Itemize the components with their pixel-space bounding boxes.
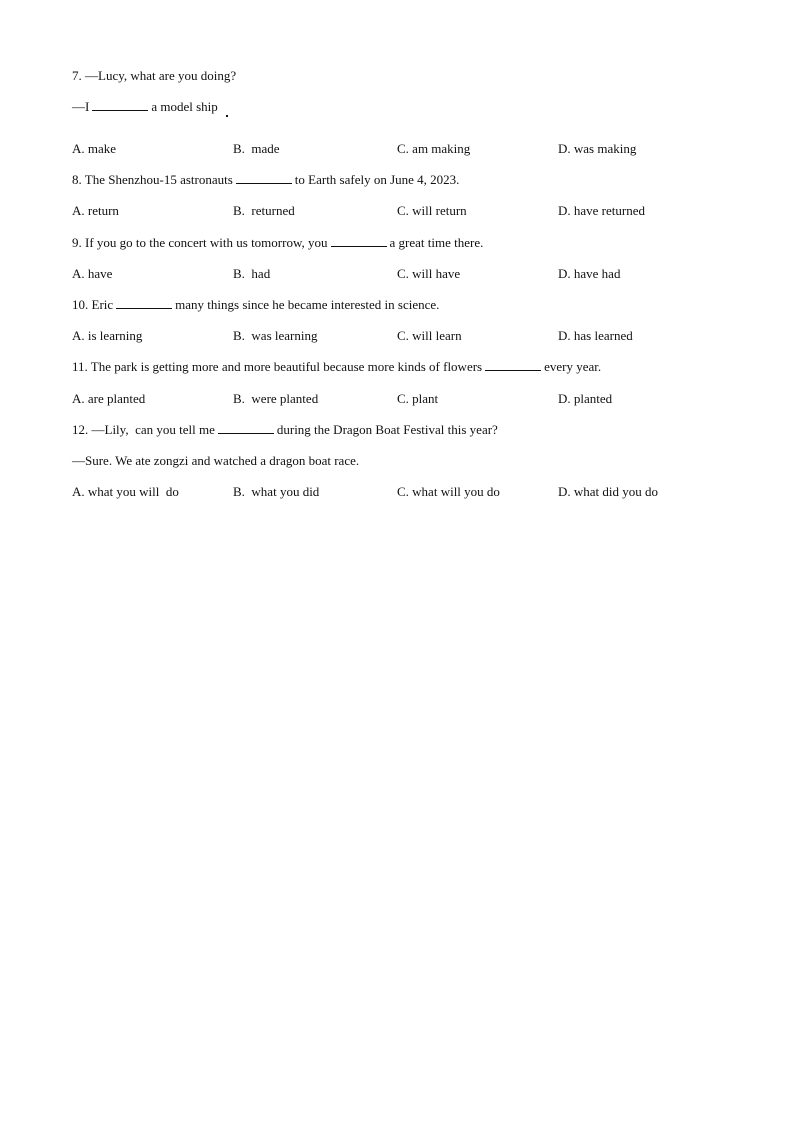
option-c[interactable]: C. will learn	[397, 328, 462, 343]
option-c[interactable]: C. what will you do	[397, 484, 500, 499]
question-12-reply: —Sure. We ate zongzi and watched a dragon boat race.	[72, 453, 360, 468]
option-b[interactable]: B. had	[233, 266, 271, 281]
question-10-options	[72, 328, 752, 344]
option-d[interactable]: D. was making	[558, 141, 637, 156]
option-d[interactable]: D. what did you do	[558, 484, 659, 499]
answer-blank[interactable]	[92, 99, 148, 111]
option-b[interactable]: B. what you did	[233, 484, 320, 499]
option-d[interactable]: D. have had	[558, 266, 621, 281]
option-a[interactable]: A. return	[72, 203, 119, 218]
option-c[interactable]: C. plant	[397, 391, 439, 406]
option-d[interactable]: D. have returned	[558, 203, 645, 218]
question-9-prompt: 9. If you go to the concert with us tomorrow, you a great time there.	[72, 235, 484, 250]
option-d[interactable]: D. planted	[558, 391, 613, 406]
answer-blank[interactable]	[485, 359, 541, 371]
question-7-options	[72, 141, 752, 157]
question-12-options	[72, 484, 752, 500]
answer-blank[interactable]	[331, 235, 387, 247]
question-9-options	[72, 266, 752, 282]
option-a[interactable]: A. what you will do	[72, 484, 179, 499]
option-c[interactable]: C. will have	[397, 266, 461, 281]
option-a[interactable]: A. make	[72, 141, 117, 156]
question-8-prompt: 8. The Shenzhou-15 astronauts to Earth safely on June 4, 2023.	[72, 172, 460, 187]
answer-blank[interactable]	[116, 297, 172, 309]
question-7-answer-line: —I a model ship	[72, 99, 218, 114]
option-d[interactable]: D. has learned	[558, 328, 633, 343]
answer-blank[interactable]	[236, 172, 292, 184]
option-b[interactable]: B. was learning	[233, 328, 318, 343]
question-8-options	[72, 203, 752, 219]
option-c[interactable]: C. am making	[397, 141, 471, 156]
option-b[interactable]: B. returned	[233, 203, 295, 218]
question-11-prompt: 11. The park is getting more and more beautiful because more kinds of flowers every year.	[72, 359, 602, 374]
option-c[interactable]: C. will return	[397, 203, 467, 218]
option-b[interactable]: B. made	[233, 141, 280, 156]
option-a[interactable]: A. is learning	[72, 328, 143, 343]
question-12-prompt: 12. —Lily, can you tell me during the Dragon Boat Festival this year?	[72, 422, 498, 437]
answer-blank[interactable]	[218, 422, 274, 434]
option-b[interactable]: B. were planted	[233, 391, 319, 406]
option-a[interactable]: A. are planted	[72, 391, 146, 406]
stray-dot	[226, 115, 228, 117]
option-a[interactable]: A. have	[72, 266, 113, 281]
question-7-prompt: 7. —Lucy, what are you doing?	[72, 68, 237, 83]
question-11-options	[72, 391, 752, 407]
question-10-prompt: 10. Eric many things since he became interested in science.	[72, 297, 440, 312]
